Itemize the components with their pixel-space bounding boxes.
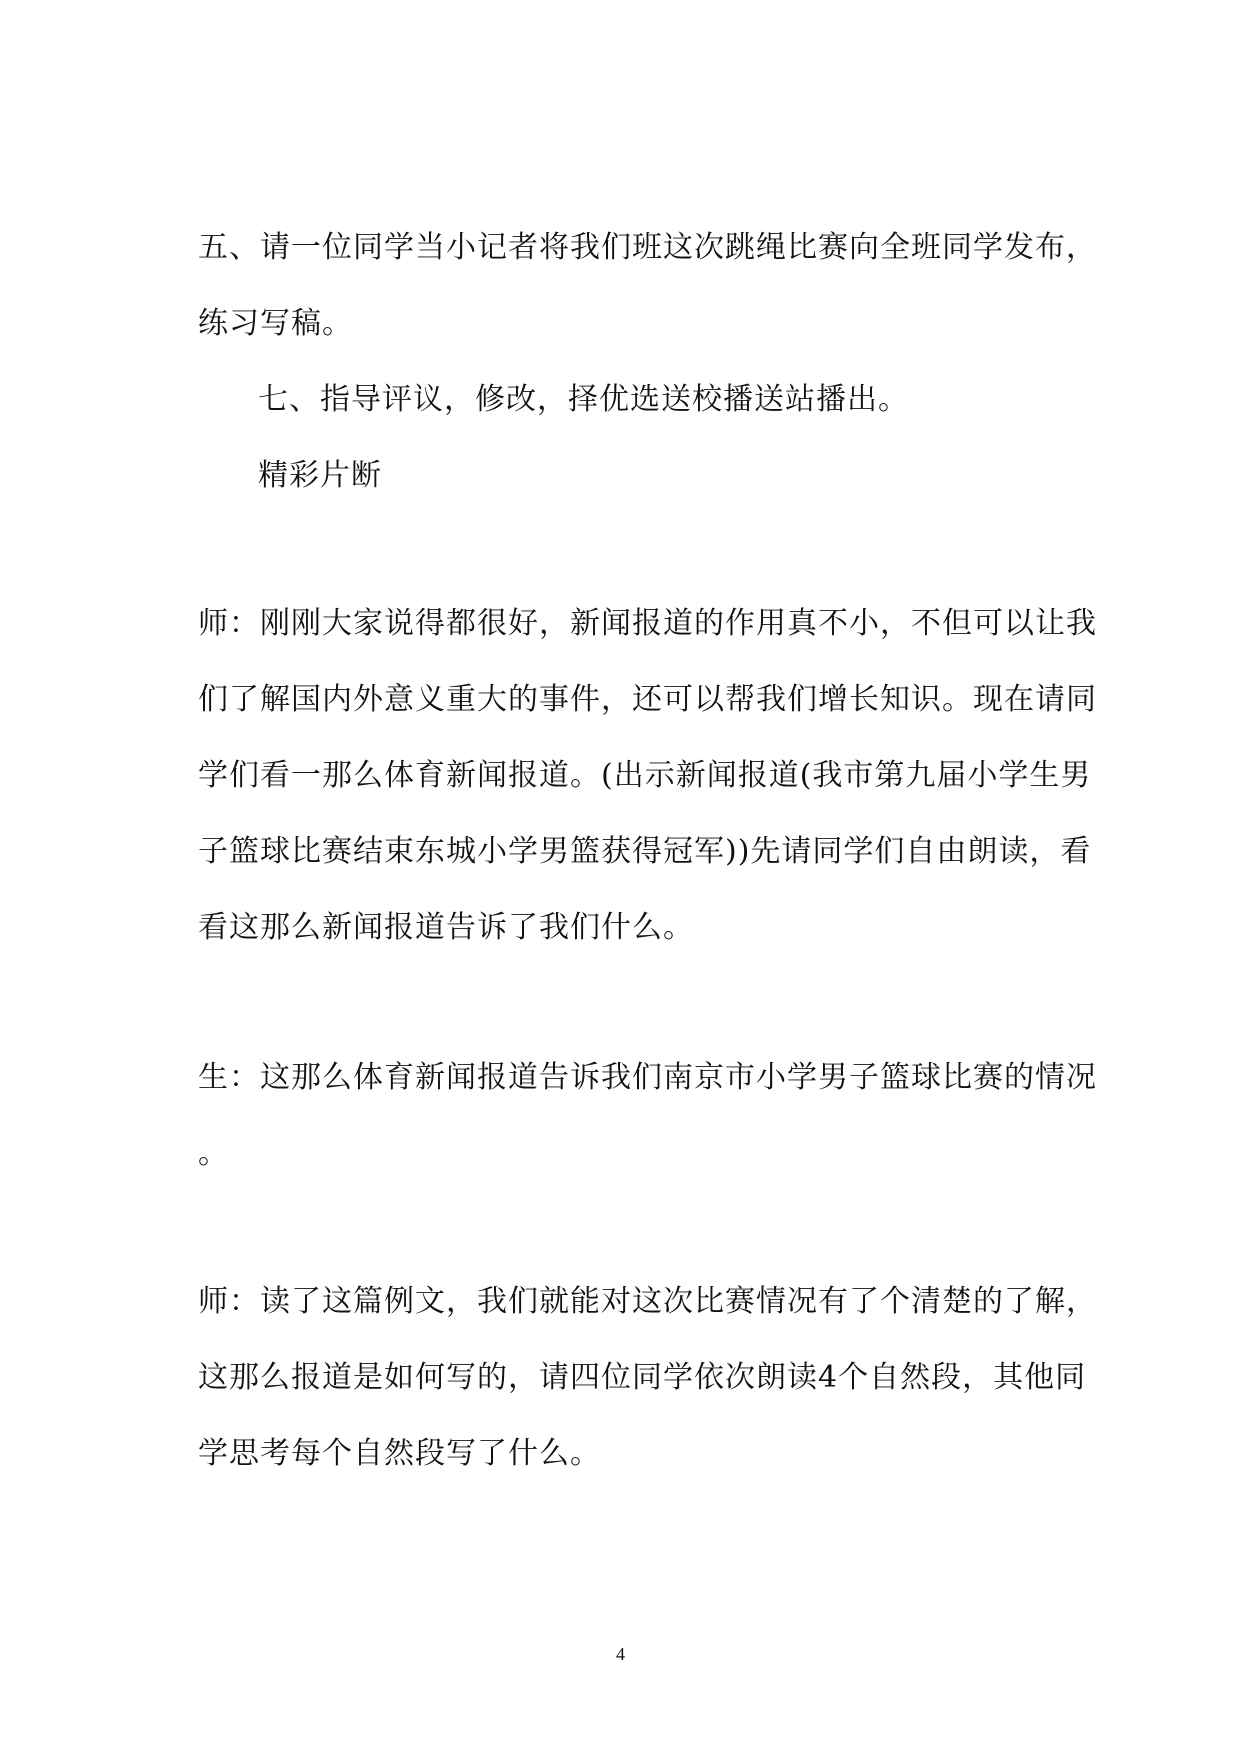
student-1-line-2: 。 <box>198 1136 229 1171</box>
student-1-line-1: 生：这那么体育新闻报道告诉我们南京市小学男子篮球比赛的情况 <box>198 1060 1097 1095</box>
teacher-2-line-2: 这那么报道是如何写的，请四位同学依次朗读4个自然段，其他同 <box>198 1360 1087 1395</box>
section-5-line-1: 五、请一位同学当小记者将我们班这次跳绳比赛向全班同学发布， <box>198 230 1097 265</box>
teacher-2-line-1: 师：读了这篇例文，我们就能对这次比赛情况有了个清楚的了解， <box>198 1284 1097 1319</box>
page-number: 4 <box>616 1644 625 1664</box>
teacher-2-line-3: 学思考每个自然段写了什么。 <box>198 1436 601 1471</box>
section-7: 七、指导评议，修改，择优选送校播送站播出。 <box>258 382 909 417</box>
highlights-heading: 精彩片断 <box>258 458 382 493</box>
section-5-line-2: 练习写稿。 <box>198 306 353 341</box>
teacher-1-line-3: 学们看一那么体育新闻报道。(出示新闻报道(我市第九届小学生男 <box>198 758 1092 793</box>
teacher-1-line-1: 师：刚刚大家说得都很好，新闻报道的作用真不小，不但可以让我 <box>198 606 1097 641</box>
teacher-1-line-4: 子篮球比赛结束东城小学男篮获得冠军))先请同学们自由朗读，看 <box>198 834 1092 869</box>
teacher-1-line-5: 看这那么新闻报道告诉了我们什么。 <box>198 910 694 945</box>
teacher-1-line-2: 们了解国内外意义重大的事件，还可以帮我们增长知识。现在请同 <box>198 682 1097 717</box>
